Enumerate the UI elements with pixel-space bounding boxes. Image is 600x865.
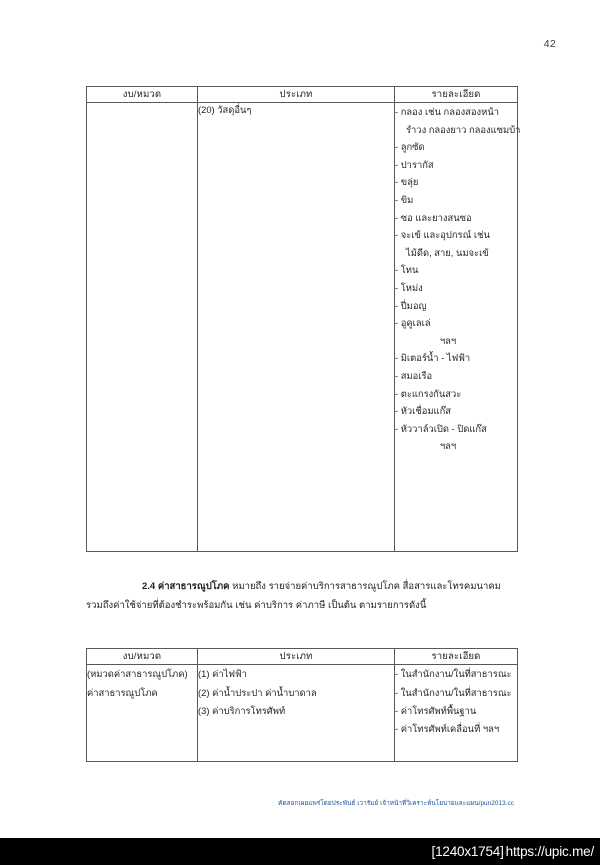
detail-item: - ปารากัส — [395, 158, 434, 170]
cell-details — [395, 103, 521, 552]
cell-type — [198, 665, 395, 762]
detail-item: - ค่าโทรศัพท์เคลื่อนที่ ฯลฯ — [395, 722, 500, 734]
detail-item: - ลูกซัด — [395, 141, 425, 153]
table-header-row — [87, 87, 518, 103]
header-budget-category: งบ/หมวด — [87, 87, 198, 103]
paragraph-line-2: รวมถึงค่าใช้จ่ายที่ต้องชำระพร้อมกัน เช่น ค่าบริการ ค่าภาษี เป็นต้น ตามรายการดังนี้ — [86, 599, 427, 611]
utilities-table — [86, 648, 518, 762]
detail-item: - ปี่มอญ — [395, 299, 427, 311]
detail-item: - ในสำนักงาน/ในที่สาธารณะ — [395, 668, 512, 680]
header-budget-category: งบ/หมวด — [87, 649, 198, 665]
footer-credit: คัดลอกเผยแพร่โดยประพันธ์ เวารัมย์ เจ้าหน้าที่วิเคราะห์นโยบายและแผน/pun2013.cc — [278, 800, 514, 807]
category-line-1: (หมวดค่าสาธารณูปโภค) — [87, 668, 188, 679]
cell-details — [395, 665, 518, 762]
detail-item: - อูคูเลเล่ — [395, 317, 431, 329]
detail-item: รำวง กลองยาว กลองแซมบ้า — [406, 123, 521, 135]
detail-item: - กลอง เช่น กลองสองหน้า — [395, 106, 499, 118]
table-header-row — [87, 649, 518, 665]
materials-table — [86, 86, 521, 552]
detail-item: - ขิม — [395, 194, 414, 206]
detail-item: - จะเข้ และอุปกรณ์ เช่น — [395, 229, 490, 241]
detail-item: - ขลุ่ย — [395, 176, 419, 188]
cell-type: (20) วัสดุอื่นๆ — [198, 103, 395, 552]
detail-item: - มิเตอร์น้ำ - ไฟฟ้า — [395, 352, 471, 364]
detail-item: - ตะแกรงกันสวะ — [395, 387, 462, 399]
detail-item: ไม้ดีด, สาย, นมจะเข้ — [406, 246, 489, 258]
type-item: (1) ค่าไฟฟ้า — [198, 668, 247, 680]
detail-item: - หัวเชื่อมแก๊ส — [395, 405, 451, 417]
category-line-2: ค่าสาธารณูปโภค — [87, 686, 158, 698]
image-dimensions-label: [1240x1754] — [431, 844, 504, 859]
section-heading: 2.4 ค่าสาธารณูปโภค — [142, 581, 230, 592]
paragraph-line-1 — [86, 578, 516, 597]
detail-item-etc: ฯลฯ — [439, 440, 457, 452]
table-row — [87, 665, 518, 762]
detail-item: - สมอเรือ — [395, 370, 433, 381]
table-row — [87, 103, 518, 552]
header-details: รายละเอียด — [395, 87, 518, 103]
detail-item: - หัววาล์วเปิด - ปิดแก๊ส — [395, 422, 487, 434]
cell-budget-category — [87, 665, 198, 762]
header-details: รายละเอียด — [395, 649, 518, 665]
section-paragraph — [86, 578, 516, 615]
detail-item-etc: ฯลฯ — [439, 334, 457, 346]
image-host-bar — [0, 838, 600, 865]
detail-item: - โทน — [395, 264, 419, 276]
header-type: ประเภท — [198, 87, 395, 103]
image-host-link[interactable]: https://upic.me/ — [505, 844, 594, 859]
cell-budget-category — [87, 103, 198, 552]
type-item: (3) ค่าบริการโทรศัพท์ — [198, 704, 286, 716]
detail-item: - ซอ และยางสนซอ — [395, 211, 472, 223]
type-item: (2) ค่าน้ำประปา ค่าน้ำบาดาล — [198, 686, 317, 698]
detail-item: - โหม่ง — [395, 282, 423, 294]
detail-item: - ค่าโทรศัพท์พื้นฐาน — [395, 704, 477, 716]
header-type: ประเภท — [198, 649, 395, 665]
paragraph-text-1: หมายถึง รายจ่ายค่าบริการสาธารณูปโภค สื่อสารและโทรคมนาคม — [232, 581, 501, 592]
detail-item: - ในสำนักงาน/ในที่สาธารณะ — [395, 686, 512, 698]
page-number: 42 — [543, 38, 556, 50]
